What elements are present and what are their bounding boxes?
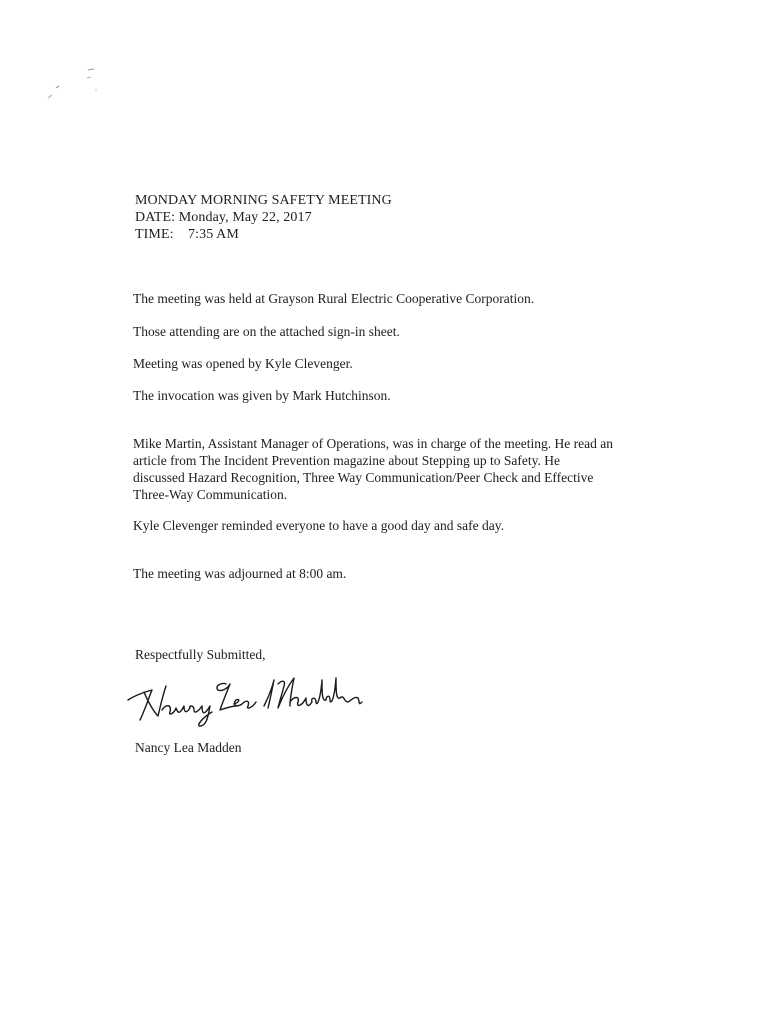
main-paragraph-line-4: Three-Way Communication. [133, 487, 288, 502]
invocation-paragraph: The invocation was given by Mark Hutchinson. [133, 388, 391, 403]
handwritten-signature [122, 672, 372, 728]
meeting-header [135, 192, 392, 243]
opened-paragraph: Meeting was opened by Kyle Clevenger. [133, 356, 353, 371]
scan-specks-decoration [40, 62, 110, 112]
main-paragraph-line-2: article from The Incident Prevention magazine about Stepping up to Safety. He [133, 453, 560, 468]
attendance-paragraph: Those attending are on the attached sign-in sheet. [133, 324, 400, 339]
salutation: Respectfully Submitted, [135, 647, 266, 662]
meeting-time: TIME: 7:35 AM [135, 227, 239, 242]
signer-name: Nancy Lea Madden [135, 739, 242, 755]
location-paragraph: The meeting was held at Grayson Rural Electric Cooperative Corporation. [133, 291, 535, 306]
meeting-title: MONDAY MORNING SAFETY MEETING [135, 193, 392, 208]
reminder-paragraph: Kyle Clevenger reminded everyone to have a good day and safe day. [133, 518, 504, 533]
main-paragraph-line-3: discussed Hazard Recognition, Three Way Communication/Peer Check and Effective [133, 470, 594, 485]
adjourned-paragraph: The meeting was adjourned at 8:00 am. [133, 566, 347, 581]
meeting-date: DATE: Monday, May 22, 2017 [135, 210, 312, 225]
main-paragraph-line-1: Mike Martin, Assistant Manager of Operations, was in charge of the meeting. He read an [133, 436, 613, 451]
